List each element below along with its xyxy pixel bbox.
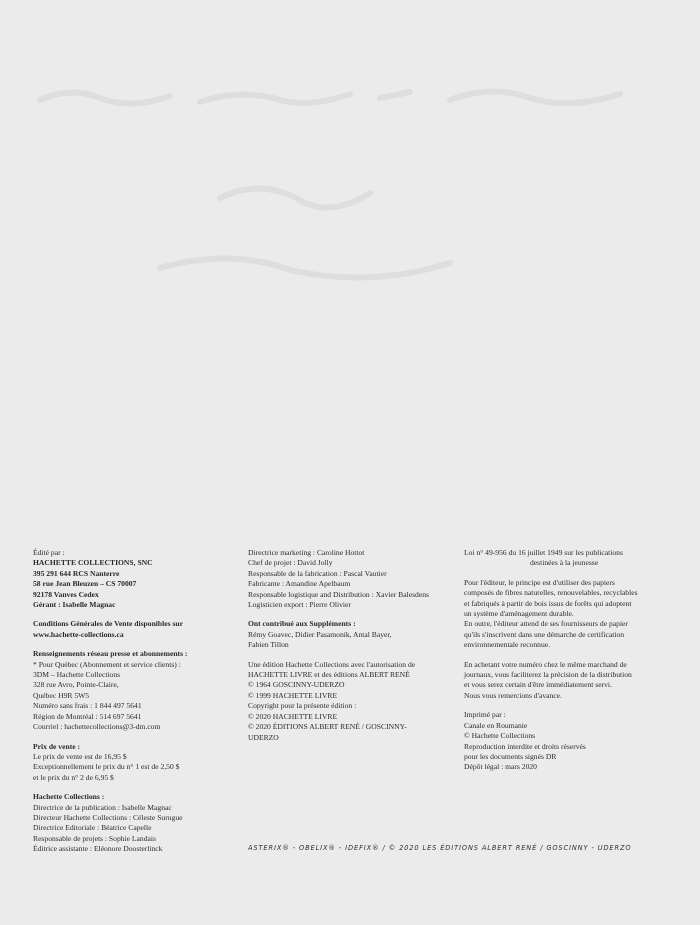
quebec-line: Région de Montréal : 514 697 5641 (33, 711, 142, 721)
quebec-block (33, 649, 228, 732)
edition-line: Une édition Hachette Collections avec l'autorisation de (248, 659, 416, 669)
hachette-line: Directrice Editoriale : Béatrice Capelle (33, 823, 152, 833)
quebec-line: Québec H9R 5W5 (33, 690, 90, 700)
conditions-line: Conditions Générales de Vente disponibles sur (33, 619, 184, 629)
editor-line: HACHETTE COLLECTIONS, SNC (33, 558, 153, 568)
editor-line: 395 291 644 RCS Nanterre (33, 568, 120, 578)
merchant-block (464, 660, 674, 702)
hachette-line: Directrice de la publication : Isabelle Magnac (33, 802, 172, 812)
quebec-line: 3DM – Hachette Collections (33, 670, 121, 680)
quebec-line: * Pour Québec (Abonnement et service clients) : (33, 659, 181, 669)
printed-line: Canale en Roumanie (464, 720, 528, 730)
staff-line: Responsable de la fabrication : Pascal Vautier (248, 568, 387, 578)
staff-line: Logisticien export : Pierre Olivier (248, 600, 351, 610)
conditions-block (33, 619, 228, 640)
staff-line: Directrice marketing : Caroline Hottot (248, 548, 365, 557)
editor-line: 92178 Vanves Cedex (33, 589, 99, 599)
merchant-line: Nous vous remercions d'avance. (464, 690, 562, 700)
editor-heading: Édité par : (33, 548, 65, 557)
edition-line: Copyright pour la présente édition : (248, 701, 357, 711)
hachette-line: Directeur Hachette Collections : Céleste Surugue (33, 812, 183, 822)
column-left (33, 548, 228, 864)
column-middle (248, 548, 448, 752)
conditions-link: www.hachette-collections.ca (33, 629, 124, 639)
price-line: et le prix du n° 2 de 6,95 $ (33, 772, 114, 782)
editor-line: Gérant : Isabelle Magnac (33, 600, 116, 610)
law-line: destinées à la jeunesse (530, 558, 599, 568)
paper-line: environnementale reconnue. (464, 640, 551, 650)
editor-block (33, 548, 228, 610)
quebec-line: 328 rue Avro, Pointe-Claire, (33, 680, 119, 690)
edition-line: © 2020 HACHETTE LIVRE (248, 711, 338, 721)
staff-line: Fabricante : Amandine Apelbaum (248, 579, 351, 589)
paper-line: qu'ils s'inscrivent dans une démarche de certification (464, 629, 625, 639)
law-block (464, 548, 674, 569)
price-line: Exceptionnellement le prix du n° 1 est de 2,50 $ (33, 762, 180, 772)
paper-line: Pour l'éditeur, le principe est d'utiliser des papiers (464, 577, 615, 587)
price-line: Le prix de vente est de 16,95 $ (33, 751, 127, 761)
law-line: Loi n° 49-956 du 16 juillet 1949 sur les publications (464, 548, 623, 557)
price-block (33, 742, 228, 784)
trademark-footer: ASTERIX® - OBELIX® - IDEFIX® / © 2020 LES ÉDITIONS ALBERT RENÉ / GOSCINNY - UDERZO (248, 844, 632, 852)
hachette-block (33, 792, 228, 854)
column-right (464, 548, 674, 782)
merchant-line: journaux, vous faciliterez la précision de la distribution (464, 670, 632, 680)
edition-line: UDERZO (248, 732, 279, 742)
quebec-heading: Renseignements réseau presse et abonnements : (33, 649, 188, 659)
supplements-heading: Ont contribué aux Suppléments : (248, 619, 356, 629)
paper-line: composés de fibres naturelles, renouvelables, recyclables (464, 588, 638, 598)
supplements-line: Rémy Goavec, Didier Pasamonik, Antal Bayer, (248, 629, 392, 639)
quebec-line: Courriel : hachettecollections@3-dm.com (33, 722, 161, 732)
printed-line: Imprimé par : (464, 710, 506, 720)
merchant-line: et vous serez certain d'être immédiatement servi. (464, 680, 612, 690)
hachette-line: Éditrice assistante : Eléonore Doosterlinck (33, 844, 163, 854)
hachette-heading: Hachette Collections : (33, 792, 105, 802)
hachette-line: Responsable de projets : Sophie Landais (33, 833, 156, 843)
staff-line: Responsable logistique and Distribution : Xavier Balesdens (248, 589, 429, 599)
paper-block (464, 578, 674, 651)
price-heading: Prix de vente : (33, 741, 81, 751)
show-through-artwork (30, 78, 670, 378)
edition-line: © 1964 GOSCINNY-UDERZO (248, 680, 345, 690)
edition-block (248, 660, 448, 743)
staff-line: Chef de projet : David Jolly (248, 558, 333, 568)
editor-line: 58 rue Jean Bleuzen – CS 70007 (33, 579, 137, 589)
edition-line: © 2020 ÉDITIONS ALBERT RENÉ / GOSCINNY- (248, 722, 407, 732)
staff-block (248, 548, 448, 610)
paper-line: En outre, l'éditeur attend de ses fournisseurs de papier (464, 619, 628, 629)
printed-line: Dépôt légal : mars 2020 (464, 762, 537, 772)
printed-line: © Hachette Collections (464, 731, 536, 741)
printed-line: Reproduction interdite et droits réservés (464, 741, 586, 751)
paper-line: un système d'aménagement durable. (464, 609, 574, 619)
quebec-line: Numéro sans frais : 1 844 497 5641 (33, 701, 142, 711)
edition-line: © 1999 HACHETTE LIVRE (248, 690, 338, 700)
merchant-line: En achetant votre numéro chez le même marchand de (464, 659, 627, 669)
paper-line: et fabriqués à partir de bois issus de forêts qui adoptent (464, 598, 632, 608)
supplements-line: Fabien Tillon (248, 640, 289, 650)
printed-block (464, 710, 674, 772)
printed-line: pour les documents signés DR (464, 751, 557, 761)
supplements-block (248, 619, 448, 650)
edition-line: HACHETTE LIVRE et des éditions ALBERT RENÉ (248, 670, 410, 680)
